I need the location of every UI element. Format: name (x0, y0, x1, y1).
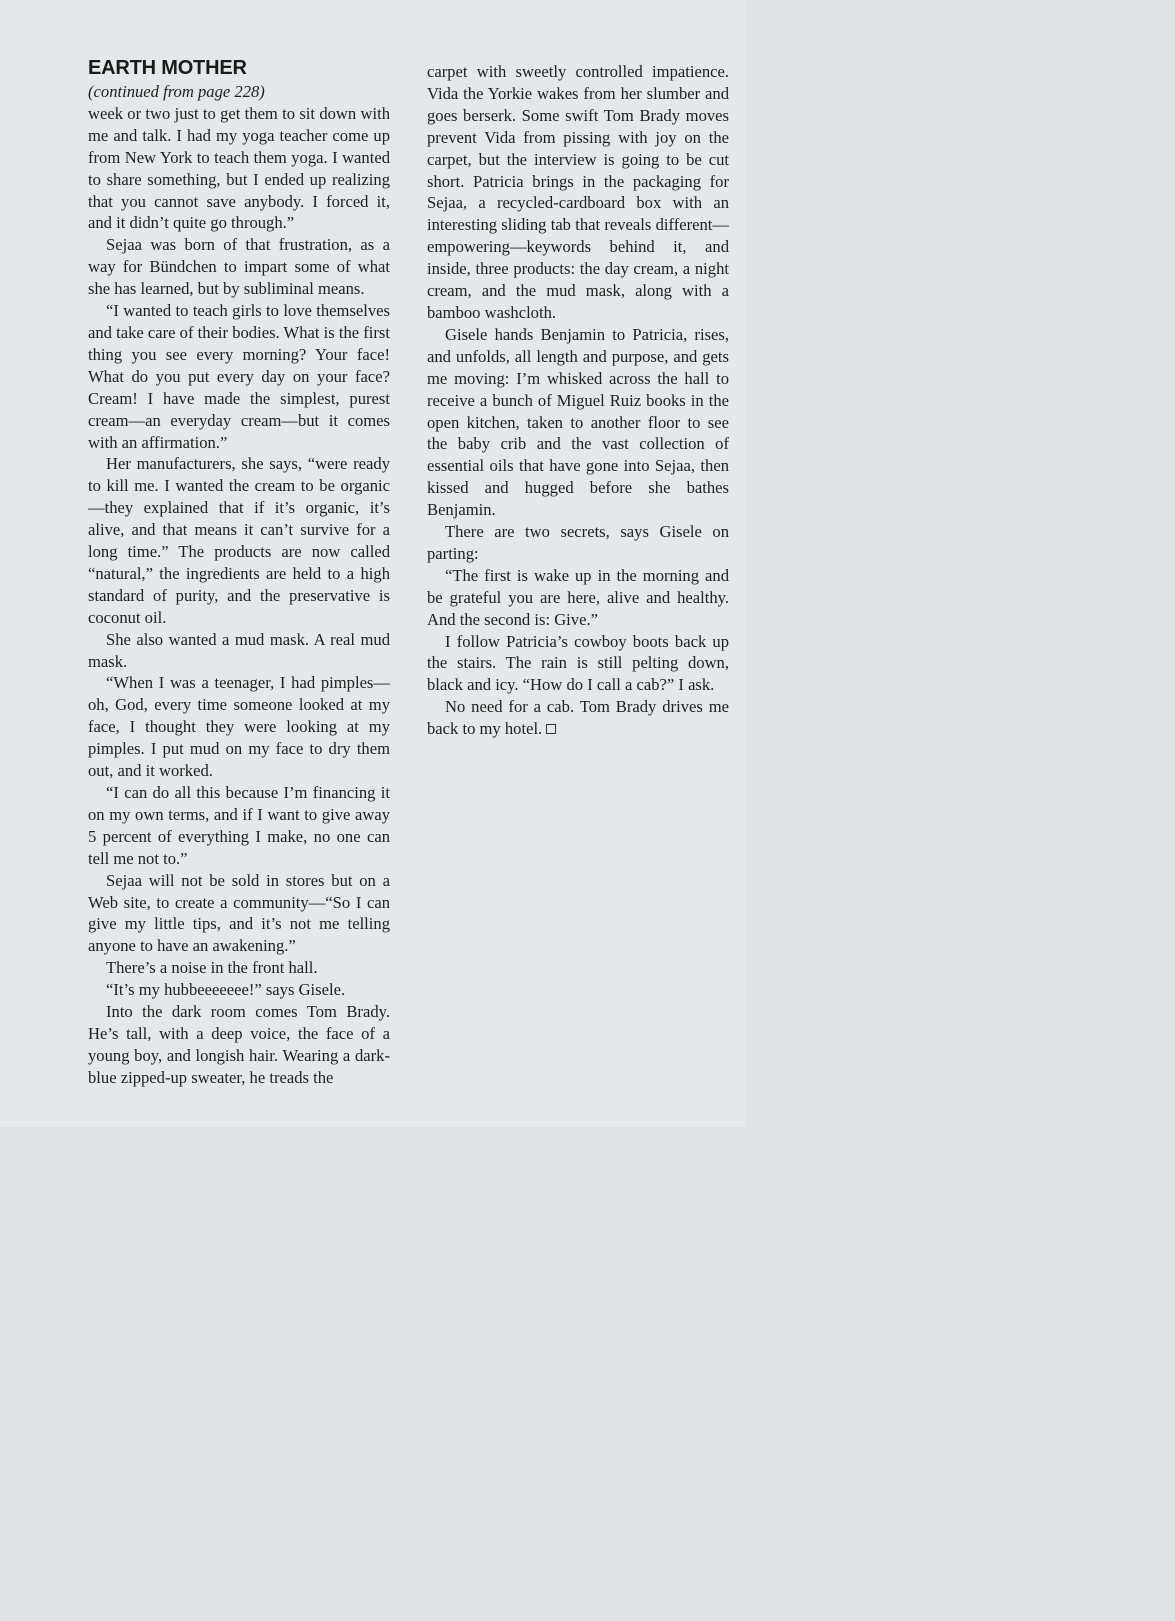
left-column (88, 56, 390, 1089)
article-paragraph: I follow Patricia’s cowboy boots back up the stairs. The rain is still pelting down, black and icy. “How do I call a cab?” I ask. (427, 631, 729, 695)
article-paragraph: “I wanted to teach girls to love themselves and take care of their bodies. What is the first thing you see every morning? Your face! What do you put every day on your face? Cream! I have made the simplest, purest cream—an everyday cream—but it comes with an affirmation.” (88, 301, 390, 452)
article-paragraph: week or two just to get them to sit down with me and talk. I had my yoga teacher come up from New York to teach them yoga. I wanted to share something, but I ended up realizing that you cannot save anybody. I forced it, and it didn’t quite go through.” (88, 103, 390, 233)
magazine-page (0, 0, 745, 1127)
article-paragraph: “When I was a teenager, I had pimples—oh, God, every time someone looked at my face, I thought they were looking at my pimples. I put mud on my face to dry them out, and it worked. (88, 673, 390, 781)
continued-from-note: (continued from page 228) (88, 82, 265, 101)
article-paragraph: There are two secrets, says Gisele on parting: (427, 522, 729, 563)
article-paragraph: There’s a noise in the front hall. (106, 958, 318, 978)
article-paragraph: No need for a cab. Tom Brady drives me back to my hotel. (427, 697, 729, 739)
article-paragraph: “It’s my hubbeeeeeee!” says Gisele. (106, 980, 346, 1000)
left-column-body (88, 103, 390, 1089)
article-paragraph: Her manufacturers, she says, “were ready to kill me. I wanted the cream to be organic—they explained that if it’s organic, it’s alive, and that means it can’t survive for a long time.” The products are now called “natural,” the ingredients are held to a high standard of purity, and the preservative is coconut oil. (88, 454, 390, 627)
article-paragraph: “I can do all this because I’m financing it on my own terms, and if I want to give away 5 percent of everything I make, no one can tell me not to.” (88, 783, 390, 868)
right-column (427, 61, 729, 740)
article-paragraph: She also wanted a mud mask. A real mud mask. (88, 629, 390, 671)
article-paragraph: “The first is wake up in the morning and be grateful you are here, alive and healthy. And the second is: Give.” (427, 565, 729, 629)
article-paragraph: Sejaa was born of that frustration, as a way for Bündchen to impart some of what she has learned, but by subliminal means. (88, 235, 390, 299)
article-paragraph: Into the dark room comes Tom Brady. He’s tall, with a deep voice, the face of a young boy, and longish hair. Wearing a dark-blue zipped-up sweater, he treads the (88, 1002, 390, 1087)
end-of-article-mark-icon (546, 724, 556, 734)
article-paragraph: carpet with sweetly controlled impatience. Vida the Yorkie wakes from her slumber and goes berserk. Some swift Tom Brady moves prevent Vida from pissing with joy on the carpet, but the interview is going to be cut short. Patricia brings in the packaging for Sejaa, a recycled-cardboard box with an interesting sliding tab that reveals different—empowering—keywords behind it, and inside, three products: the day cream, a night cream, and the mud mask, along with a bamboo washcloth. (427, 62, 729, 322)
article-paragraph: Gisele hands Benjamin to Patricia, rises, and unfolds, all length and purpose, and gets me moving: I’m whisked across the hall to receive a bunch of Miguel Ruiz books in the open kitchen, taken to another floor to see the baby crib and the vast collection of essential oils that have gone into Sejaa, then kissed and hugged before she bathes Benjamin. (427, 324, 729, 520)
right-column-body (427, 61, 729, 740)
article-headline: EARTH MOTHER (88, 57, 247, 79)
article-paragraph: Sejaa will not be sold in stores but on a Web site, to create a community—“So I can give my little tips, and it’s not me telling anyone to have an awakening.” (88, 870, 390, 956)
